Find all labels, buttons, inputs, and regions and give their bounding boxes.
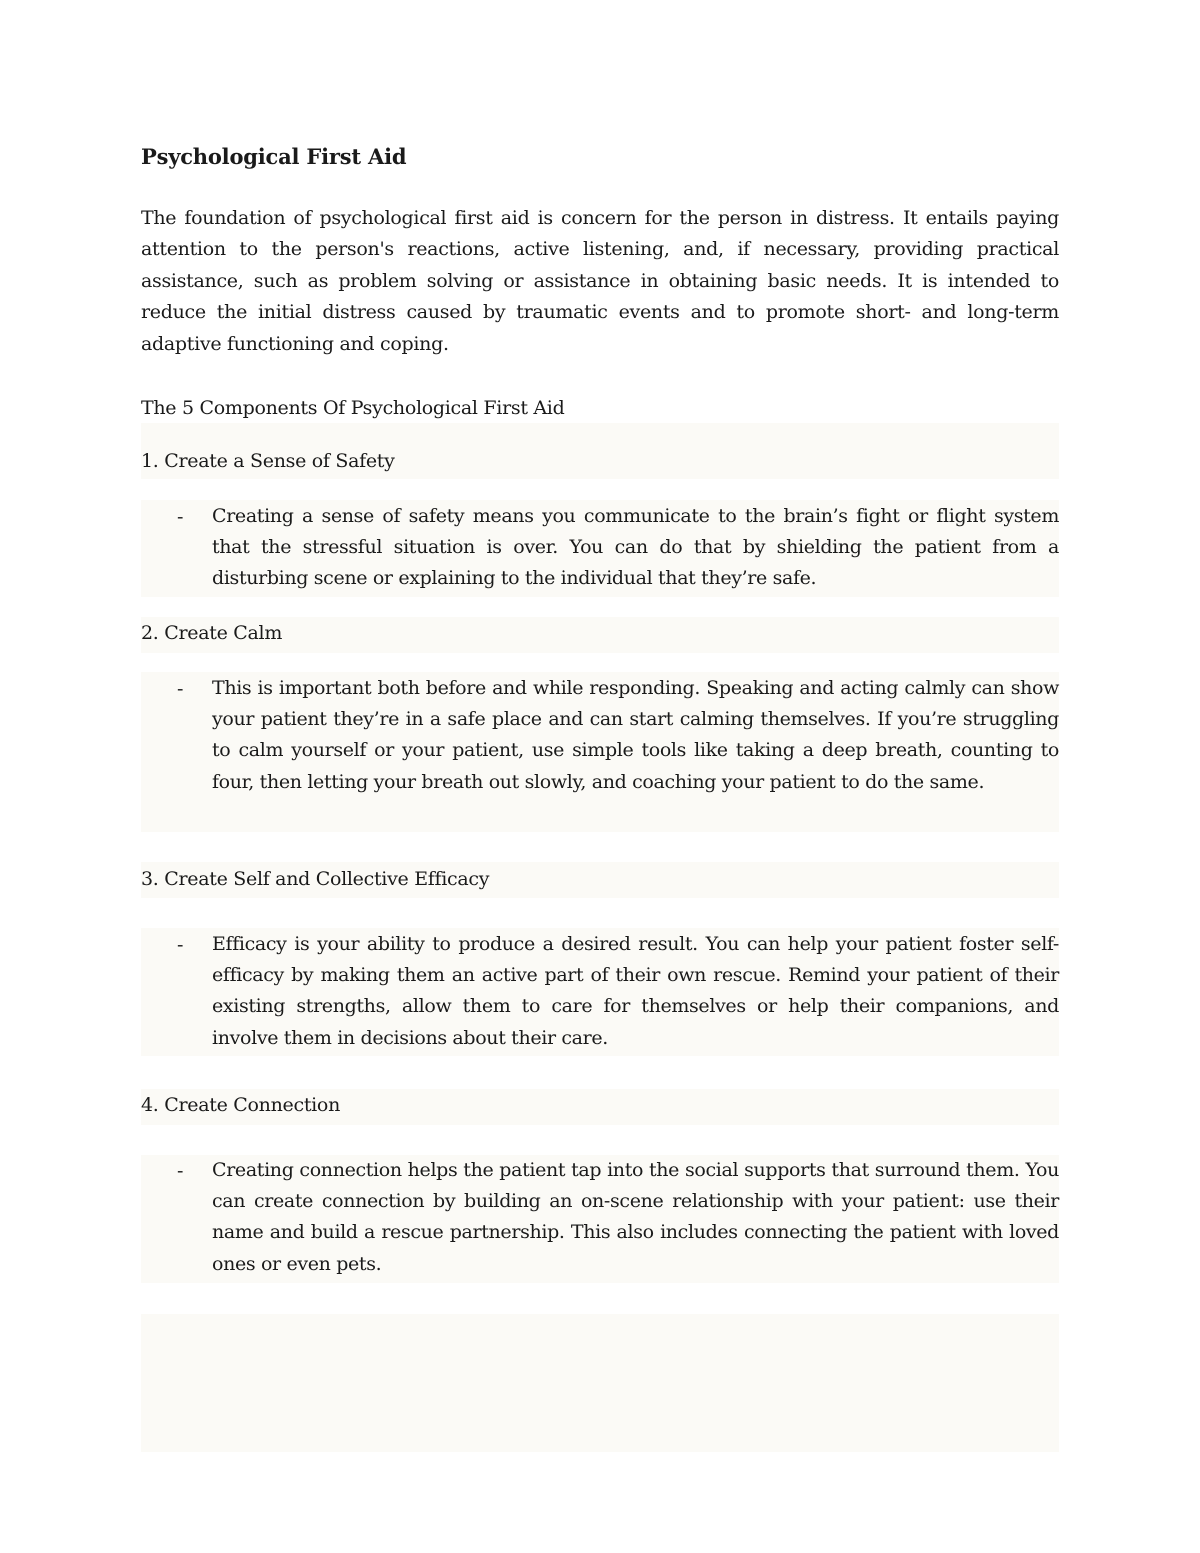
intro-paragraph: The foundation of psychological first aid is concern for the person in distress. It entails paying attention to the person's reactions, active listening, and, if necessary, providing practical assistance, such as problem solving or assistance in obtaining basic needs. It is intended to reduce the initial distress caused by traumatic events and to promote short- and long-term adaptive functioning and coping. (141, 207, 1059, 355)
component-heading-connection: 4. Create Connection (141, 1094, 341, 1116)
component-heading-efficacy: 3. Create Self and Collective Efficacy (141, 868, 490, 890)
component-text-calm: This is important both before and while responding. Speaking and acting calmly can show your patient they’re in a safe place and can start calming themselves. If you’re struggling to calm yourself or your patient, use simple tools like taking a deep breath, counting to four, then letting your breath out slowly, and coaching your patient to do the same. (212, 677, 1059, 793)
component-heading-calm: 2. Create Calm (141, 622, 283, 644)
component-heading-safety: 1. Create a Sense of Safety (141, 450, 395, 472)
empty-shaded-block (141, 1314, 1059, 1452)
component-text-connection: Creating connection helps the patient tap into the social supports that surround them. You can create connection by building an on-scene relationship with your patient: use their name and build a rescue partnership. This also includes connecting the patient with loved ones or even pets. (212, 1159, 1059, 1275)
component-text-efficacy: Efficacy is your ability to produce a desired result. You can help your patient foster self-efficacy by making them an active part of their own rescue. Remind your patient of their existing strengths, allow them to care for themselves or help their companions, and involve them in decisions about their care. (212, 933, 1059, 1049)
document-title: Psychological First Aid (141, 144, 407, 169)
components-heading: The 5 Components Of Psychological First Aid (141, 397, 565, 419)
bullet-marker: - (177, 934, 184, 956)
bullet-marker: - (177, 506, 184, 528)
component-text-safety: Creating a sense of safety means you communicate to the brain’s fight or flight system that the stressful situation is over. You can do that by shielding the patient from a disturbing scene or explaining to the individual that they’re safe. (212, 505, 1059, 590)
bullet-marker: - (177, 678, 184, 700)
bullet-marker: - (177, 1160, 184, 1182)
